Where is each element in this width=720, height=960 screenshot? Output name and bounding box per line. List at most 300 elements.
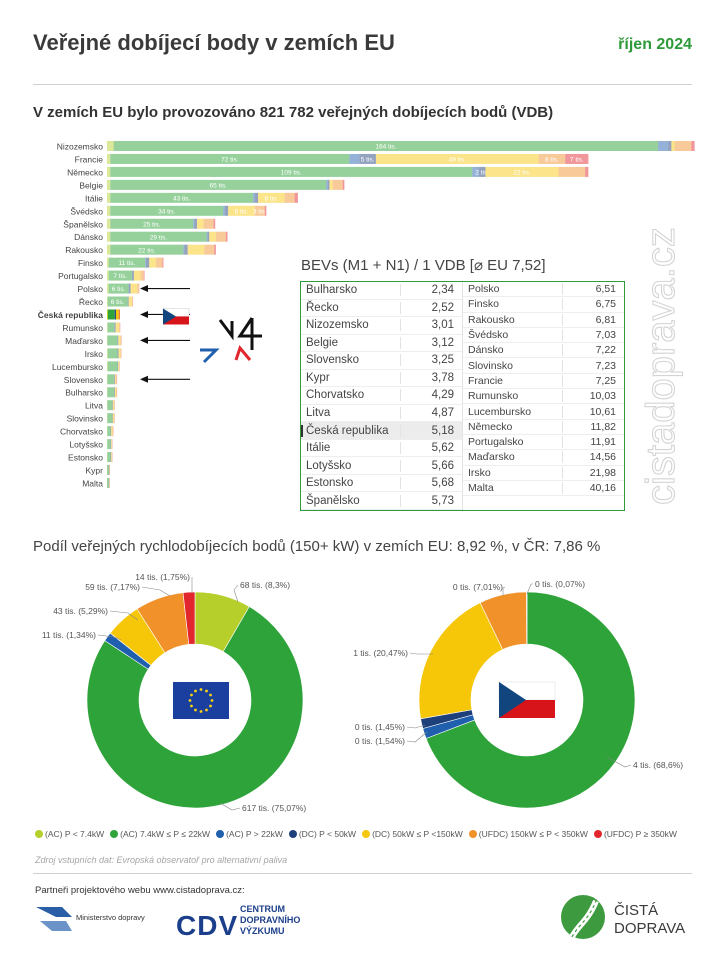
bar-segment-lucembursko-1 — [108, 361, 118, 371]
table-cell-country: Itálie — [306, 442, 331, 455]
table-cell-value: 5,73 — [400, 495, 462, 507]
bar-segment-rakousko-4 — [188, 245, 205, 255]
table-row — [301, 317, 462, 335]
bar-segment-francie-0 — [107, 154, 110, 164]
bar-category-label: Itálie — [85, 193, 103, 204]
table-row — [301, 352, 462, 370]
table-cell-country: Lucembursko — [468, 405, 532, 418]
table-cell-country: Rumunsko — [468, 390, 519, 403]
table-cell-country: Řecko — [306, 301, 339, 314]
bar-segment-belgie-4 — [329, 180, 332, 190]
slice-data-label: 617 tis. (75,07%) — [242, 803, 307, 813]
table-row — [463, 466, 624, 481]
bar-segment-lucembursko-0 — [107, 361, 108, 371]
bar-segment-ceska-republika-3 — [115, 309, 116, 319]
bar-segment-madarsko-4 — [118, 335, 120, 345]
bar-segment-litva-4 — [113, 400, 114, 410]
bar-category-label: Belgie — [79, 180, 103, 191]
bar-data-label: 164 tis. — [375, 143, 397, 151]
bar-segment-ceska-republika-4 — [116, 309, 119, 319]
legend-swatch — [110, 830, 118, 838]
bar-segment-finsko-6 — [162, 258, 163, 268]
bar-category-label: Řecko — [78, 297, 103, 308]
bar-segment-svedsko-2 — [223, 206, 225, 216]
bar-data-label: 7 tis. — [569, 156, 584, 164]
table-cell-value: 3,25 — [400, 354, 462, 366]
bar-category-label: Maďarsko — [65, 335, 103, 346]
table-row — [463, 435, 624, 450]
bar-segment-irsko-4 — [118, 348, 120, 358]
bar-segment-italie-5 — [285, 193, 295, 203]
bar-data-label: 43 tis. — [173, 195, 191, 203]
table-cell-country: Švédsko — [468, 329, 509, 342]
table-cell-value: 7,03 — [562, 329, 624, 341]
cdv-name-line1: CENTRUM — [240, 904, 285, 914]
ministry-logo — [36, 907, 145, 931]
legend-label: (AC) P < 7.4kW — [45, 829, 105, 839]
table-row — [301, 492, 462, 510]
table-cell-country: Portugalsko — [468, 436, 524, 449]
table-row — [301, 440, 462, 458]
eu-flag-icon — [173, 682, 229, 719]
bar-segment-finsko-3 — [146, 258, 149, 268]
bar-segment-italie-3 — [255, 193, 258, 203]
table-cell-country: Francie — [468, 374, 504, 387]
bar-segment-svedsko-6 — [265, 206, 267, 216]
slice-data-label: 1 tis. (20,47%) — [353, 648, 408, 658]
bar-data-label: 3 tis. — [252, 208, 267, 216]
bar-segment-finsko-2 — [145, 258, 146, 268]
bar-segment-chorvatsko-4 — [111, 426, 112, 436]
bar-segment-estonsko-4 — [111, 452, 112, 462]
bar-segment-nizozemsko-5 — [675, 141, 692, 151]
bar-category-label: Polsko — [77, 284, 103, 295]
table-cell-country: Španělsko — [306, 494, 360, 507]
partners-label: Partneři projektového webu www.cistadoprava.cz: — [35, 885, 245, 896]
legend-swatch — [362, 830, 370, 838]
page-title: Veřejné dobíjecí body v zemích EU — [33, 30, 395, 55]
bar-segment-ceska-republika-0 — [107, 309, 108, 319]
table-row — [301, 475, 462, 493]
cdv-name-line3: VÝZKUMU — [240, 926, 285, 936]
bevs-table-title: BEVs (M1 + N1) / 1 VDB [⌀ EU 7,52] — [301, 257, 546, 274]
bar-segment-madarsko-5 — [120, 335, 121, 345]
bar-data-label: 22 tis. — [138, 247, 156, 255]
table-cell-country: Finsko — [468, 298, 499, 311]
pie-section-heading: Podíl veřejných rychlodobíjecích bodů (150+ kW) v zemích EU: 8,92 %, v ČR: 7,86 % — [33, 538, 601, 555]
table-cell-value: 4,29 — [400, 389, 462, 401]
bar-data-label: 7 tis. — [113, 273, 128, 281]
table-cell-value: 7,25 — [562, 375, 624, 387]
slice-data-label: 68 tis. (8,3%) — [240, 580, 291, 590]
table-row — [301, 405, 462, 423]
table-cell-value: 6,51 — [562, 283, 624, 295]
bar-segment-nizozemsko-6 — [691, 141, 694, 151]
bar-category-label: Španělsko — [63, 219, 103, 230]
bar-segment-francie-2 — [349, 154, 359, 164]
bar-segment-nizozemsko-3 — [668, 141, 671, 151]
legend-label: (AC) 7.4kW ≤ P ≤ 22kW — [120, 829, 211, 839]
legend-swatch — [469, 830, 477, 838]
bar-segment-finsko-0 — [107, 258, 109, 268]
table-cell-country: Nizozemsko — [306, 319, 369, 332]
bar-segment-litva-1 — [107, 400, 112, 410]
bar-segment-spanelsko-3 — [194, 219, 197, 229]
bar-segment-portugalsko-4 — [134, 271, 141, 281]
bar-segment-nizozemsko-0 — [107, 141, 114, 151]
bar-category-label: Chorvatsko — [60, 426, 103, 437]
table-row — [463, 343, 624, 358]
table-cell-country: Litva — [306, 406, 331, 419]
arrowhead-icon — [140, 337, 148, 344]
bar-segment-dansko-5 — [216, 232, 226, 242]
bar-segment-nemecko-0 — [107, 167, 110, 177]
legend-label: (AC) P > 22kW — [226, 829, 283, 839]
table-cell-country: Německo — [468, 420, 513, 433]
cdv-name-line2: DOPRAVNÍHO — [240, 915, 301, 925]
cdv-logo-mark: CDV — [176, 910, 239, 941]
bar-segment-slovensko-3 — [114, 374, 115, 384]
table-row — [463, 481, 624, 496]
leader-line — [407, 732, 427, 742]
bar-segment-nemecko-6 — [585, 167, 588, 177]
bar-category-label: Irsko — [84, 348, 103, 359]
bar-segment-spanelsko-0 — [107, 219, 110, 229]
table-row — [463, 420, 624, 435]
bar-segment-finsko-4 — [149, 258, 156, 268]
slice-data-label: 0 tis. (1,45%) — [354, 722, 405, 732]
bar-segment-kypr-1 — [107, 465, 109, 475]
bar-segment-irsko-5 — [120, 348, 121, 358]
bar-category-label: Malta — [82, 478, 103, 489]
bar-segment-rumunsko-0 — [107, 322, 108, 332]
bar-category-label: Slovinsko — [66, 413, 103, 424]
table-cell-country: Lotyšsko — [306, 459, 352, 472]
ministry-name: Ministerstvo dopravy — [76, 913, 145, 922]
bar-segment-spanelsko-5 — [204, 219, 214, 229]
bar-segment-chorvatsko-5 — [112, 426, 113, 436]
bar-segment-polsko-5 — [137, 284, 139, 294]
bar-segment-recko-4 — [129, 297, 132, 307]
bar-segment-malta-1 — [107, 478, 109, 488]
bar-category-label: Finsko — [77, 258, 103, 269]
table-cell-value: 7,23 — [562, 360, 624, 372]
table-row — [463, 297, 624, 312]
bar-data-label: 72 tis. — [221, 156, 239, 164]
bar-data-label: 49 tis. — [448, 156, 466, 164]
bar-segment-dansko-4 — [209, 232, 216, 242]
table-row — [463, 313, 624, 328]
source-note: Zdroj vstupních dat: Evropská observatoř pro alternativní paliva — [35, 855, 288, 865]
bar-segment-rakousko-2 — [183, 245, 184, 255]
table-cell-value: 14,56 — [562, 451, 624, 463]
table-cell-country: Malta — [468, 482, 494, 494]
table-cell-country: Bulharsko — [306, 284, 358, 297]
cista-doprava-logo-mark — [561, 895, 605, 939]
table-cell-value: 2,52 — [400, 302, 462, 314]
bar-segment-recko-3 — [128, 297, 129, 307]
bevs-per-charger-table — [300, 281, 625, 511]
donut-chart-cz — [345, 560, 705, 825]
bar-category-label: Bulharsko — [65, 387, 103, 398]
bar-segment-spanelsko-4 — [197, 219, 204, 229]
bar-segment-rumunsko-1 — [108, 322, 115, 332]
bar-segment-nizozemsko-2 — [658, 141, 668, 151]
bar-segment-rumunsko-5 — [119, 322, 120, 332]
bar-data-label: 25 tis. — [143, 221, 161, 229]
bar-data-label: 6 tis. — [110, 299, 125, 307]
table-row — [301, 300, 462, 318]
table-cell-country: Rakousko — [468, 313, 515, 326]
bar-segment-belgie-3 — [328, 180, 330, 190]
bar-data-label: 8 tis. — [264, 195, 279, 203]
bar-segment-madarsko-1 — [107, 335, 117, 345]
bar-segment-dansko-3 — [208, 232, 210, 242]
legend-swatch — [216, 830, 224, 838]
bar-data-label: 11 tis. — [118, 260, 136, 268]
bar-segment-rumunsko-3 — [115, 322, 116, 332]
bar-data-label: 2 tis. — [475, 169, 490, 177]
table-cell-value: 2,34 — [400, 284, 462, 296]
donut-chart-eu — [20, 560, 350, 825]
divider — [33, 84, 692, 85]
bar-segment-rakousko-3 — [184, 245, 187, 255]
bar-segment-polsko-3 — [129, 284, 131, 294]
slice-data-label: 43 tis. (5,29%) — [53, 606, 108, 616]
slice-data-label: 0 tis. (1,54%) — [354, 736, 405, 746]
bar-segment-bulharsko-3 — [114, 387, 115, 397]
bar-segment-rakousko-6 — [214, 245, 216, 255]
bar-data-label: 65 tis. — [209, 182, 227, 190]
bar-segment-irsko-1 — [108, 348, 118, 358]
table-row — [301, 422, 462, 440]
bar-segment-lotyssko-1 — [107, 439, 110, 449]
table-row — [463, 404, 624, 419]
bar-segment-lucembursko-4 — [118, 361, 119, 371]
table-cell-value: 6,75 — [562, 298, 624, 310]
bar-segment-rumunsko-4 — [116, 322, 119, 332]
ministry-logo-mark — [40, 921, 72, 931]
legend-swatch — [594, 830, 602, 838]
legend-item — [362, 829, 463, 839]
bar-segment-estonsko-1 — [107, 452, 110, 462]
table-cell-country: Polsko — [468, 283, 500, 296]
chart-legend — [35, 829, 677, 839]
bar-segment-slovensko-5 — [116, 374, 117, 384]
bar-segment-irsko-0 — [107, 348, 108, 358]
bar-segment-nemecko-5 — [559, 167, 586, 177]
bar-data-label: 22 tis. — [513, 169, 531, 177]
bar-data-label: 109 tis. — [280, 169, 302, 177]
bar-category-label: Lucembursko — [51, 361, 103, 372]
table-cell-value: 11,91 — [562, 436, 624, 448]
table-cell-value: 3,78 — [400, 372, 462, 384]
legend-swatch — [35, 830, 43, 838]
bar-category-label: Dánsko — [74, 232, 103, 243]
czech-flag-icon — [499, 682, 555, 718]
bar-data-label: 8 tis. — [545, 156, 559, 164]
table-cell-country: Česká republika — [301, 425, 400, 437]
table-row — [463, 358, 624, 373]
bar-category-label: Rakousko — [65, 245, 103, 256]
bar-data-label: 34 tis. — [158, 208, 176, 216]
bevs-table-column-right — [462, 282, 624, 510]
bar-segment-svedsko-0 — [107, 206, 110, 216]
table-cell-value: 3,01 — [400, 319, 462, 331]
bar-segment-spanelsko-6 — [214, 219, 216, 229]
partner-logos — [0, 895, 720, 955]
table-cell-value: 3,12 — [400, 337, 462, 349]
bar-segment-belgie-5 — [333, 180, 343, 190]
table-cell-value: 11,82 — [562, 421, 624, 433]
bar-segment-madarsko-3 — [118, 335, 119, 345]
bar-segment-belgie-2 — [326, 180, 328, 190]
bar-segment-portugalsko-6 — [144, 271, 145, 281]
table-row — [463, 389, 624, 404]
legend-item — [110, 829, 210, 839]
table-cell-value: 40,16 — [562, 482, 624, 494]
bar-segment-italie-6 — [295, 193, 298, 203]
legend-item — [289, 829, 356, 839]
bar-segment-portugalsko-0 — [107, 271, 109, 281]
bar-category-label: Slovensko — [63, 374, 103, 385]
bar-data-label: 29 tis. — [149, 234, 168, 242]
table-cell-value: 10,61 — [562, 406, 624, 418]
table-cell-value: 7,22 — [562, 344, 624, 356]
table-cell-country: Irsko — [468, 466, 491, 479]
arrowhead-icon — [140, 376, 148, 383]
table-cell-value: 10,03 — [562, 390, 624, 402]
slice-data-label: 0 tis. (0,07%) — [535, 579, 586, 589]
bar-category-label: Nizozemsko — [56, 141, 103, 152]
table-cell-country: Belgie — [306, 336, 338, 349]
bar-category-label: Rumunsko — [62, 322, 103, 333]
brand-line1: ČISTÁ — [614, 902, 659, 919]
table-cell-value: 21,98 — [562, 467, 624, 479]
bar-segment-recko-0 — [107, 297, 108, 307]
bar-segment-slovinsko-1 — [107, 413, 112, 423]
table-cell-value: 5,68 — [400, 477, 462, 489]
cista-doprava-logo — [561, 895, 685, 939]
table-row — [463, 374, 624, 389]
legend-item — [469, 829, 588, 839]
table-row — [301, 282, 462, 300]
table-row — [463, 450, 624, 465]
table-cell-value: 5,18 — [400, 425, 462, 437]
bar-segment-svedsko-3 — [225, 206, 228, 216]
ministry-logo-mark — [36, 907, 72, 917]
table-cell-country: Dánsko — [468, 344, 504, 357]
bar-data-label: 6 tis. — [111, 286, 126, 294]
slice-data-label: 4 tis. (68,6%) — [633, 760, 684, 770]
bar-category-label: Německo — [67, 167, 103, 178]
legend-item — [35, 829, 104, 839]
table-cell-value: 4,87 — [400, 407, 462, 419]
legend-swatch — [289, 830, 297, 838]
bar-segment-bulharsko-4 — [115, 387, 117, 397]
arrowhead-icon — [140, 285, 148, 292]
table-cell-country: Estonsko — [306, 477, 354, 490]
czech-flag-icon — [163, 308, 189, 324]
leader-line — [142, 587, 170, 596]
bar-segment-nizozemsko-4 — [671, 141, 674, 151]
table-row — [301, 457, 462, 475]
bar-segment-recko-5 — [132, 297, 133, 307]
bar-category-label: Portugalsko — [58, 271, 103, 282]
bar-data-label: 8 tis. — [234, 208, 249, 216]
slice-data-label: 59 tis. (7,17%) — [85, 582, 140, 592]
bar-segment-rakousko-5 — [204, 245, 214, 255]
table-cell-value: 6,81 — [562, 314, 624, 326]
bar-segment-slovensko-1 — [107, 374, 114, 384]
bar-segment-polsko-4 — [131, 284, 138, 294]
legend-item — [594, 829, 677, 839]
table-row — [301, 335, 462, 353]
bar-category-label: Estonsko — [68, 452, 103, 463]
table-cell-value: 5,66 — [400, 460, 462, 472]
bar-segment-irsko-3 — [118, 348, 119, 358]
table-row — [301, 387, 462, 405]
bar-segment-bulharsko-1 — [107, 387, 114, 397]
legend-item — [216, 829, 283, 839]
bar-segment-dansko-0 — [107, 232, 110, 242]
bar-segment-polsko-0 — [107, 284, 109, 294]
divider — [33, 873, 692, 874]
slice-data-label: 0 tis. (7,01%) — [452, 582, 503, 592]
table-cell-value: 5,62 — [400, 442, 462, 454]
bar-segment-spanelsko-2 — [193, 219, 194, 229]
bar-segment-dansko-6 — [226, 232, 228, 242]
table-cell-country: Kypr — [306, 371, 330, 384]
bar-category-label: Česká republika — [37, 309, 103, 320]
bar-segment-dansko-2 — [207, 232, 208, 242]
bar-category-label: Francie — [74, 154, 103, 165]
table-cell-country: Slovinsko — [468, 359, 513, 372]
bar-category-label: Švédsko — [70, 206, 103, 217]
bar-segment-lotyssko-4 — [111, 439, 112, 449]
v4-logo — [200, 318, 262, 362]
bar-segment-italie-0 — [107, 193, 110, 203]
bevs-table-column-left — [301, 282, 462, 510]
bar-segment-slovinsko-4 — [113, 413, 114, 423]
bar-segment-ceska-republika-5 — [119, 309, 120, 319]
bar-segment-slovensko-4 — [115, 374, 116, 384]
bar-segment-italie-2 — [253, 193, 255, 203]
brand-line2: DOPRAVA — [614, 920, 686, 937]
report-date: říjen 2024 — [618, 36, 692, 53]
slice-data-label: 11 tis. (1,34%) — [41, 630, 96, 640]
slice-data-label: 14 tis. (1,75%) — [135, 572, 190, 582]
bar-category-label: Kypr — [85, 465, 103, 476]
bar-category-label: Litva — [85, 400, 103, 411]
legend-label: (DC) 50kW ≤ P <150kW — [372, 829, 463, 839]
bar-segment-chorvatsko-1 — [107, 426, 110, 436]
bar-segment-finsko-5 — [156, 258, 163, 268]
table-cell-country: Chorvatsko — [306, 389, 365, 402]
legend-label: (UFDC) 150kW ≤ P < 350kW — [478, 829, 588, 839]
bar-data-label: 5 tis. — [360, 156, 375, 164]
cdv-logo — [176, 904, 300, 941]
watermark — [612, 175, 712, 515]
table-row — [463, 328, 624, 343]
arrowhead-icon — [140, 311, 148, 318]
bar-segment-belgie-6 — [343, 180, 345, 190]
bar-chart-title: V zemích EU bylo provozováno 821 782 veřejných dobíjecích bodů (VDB) — [33, 104, 554, 121]
watermark-text: cistadoprava.cz — [639, 227, 683, 505]
bar-segment-portugalsko-5 — [141, 271, 144, 281]
table-row — [301, 370, 462, 388]
bar-segment-belgie-0 — [107, 180, 110, 190]
